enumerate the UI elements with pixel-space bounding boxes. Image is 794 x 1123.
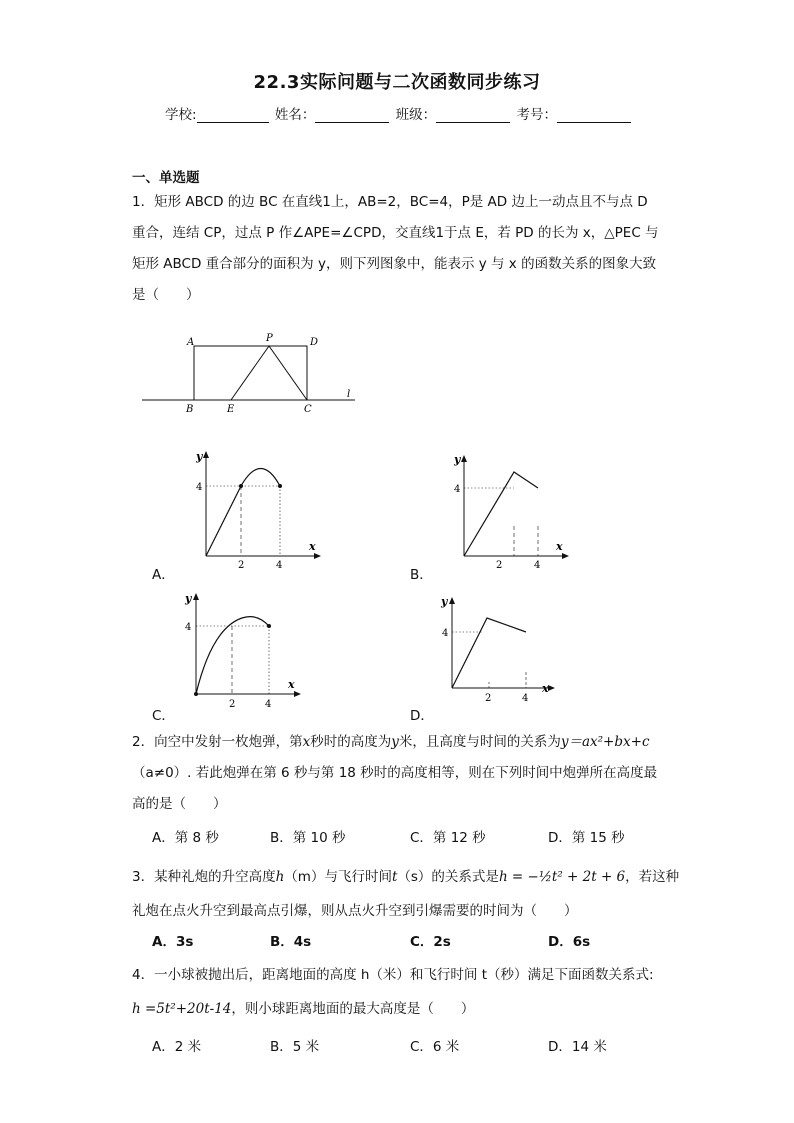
point: [267, 624, 271, 628]
y-tick-4: 4: [196, 482, 203, 493]
q3-line-2: 礼炮在点火升空到最高点引爆，则从点火升空到引爆需要的时间为（ ）: [132, 903, 578, 919]
x-tick-4: 4: [265, 699, 272, 710]
q3-option-b[interactable]: B．4s: [270, 934, 312, 950]
q4-option-b[interactable]: B．5 米: [270, 1039, 320, 1055]
school-blank[interactable]: [197, 108, 269, 123]
q1-line: 重合，连结 CP，过点 P 作∠APE=∠CPD，交直线1于点 E，若 PD 的长为 x，△PEC 与: [132, 225, 659, 241]
page-title: 22.3实际问题与二次函数同步练习: [253, 72, 541, 93]
student-info-line: [165, 103, 633, 123]
q2-formula: y＝ax²+bx+c: [560, 734, 650, 750]
id-label: 考号：: [516, 107, 557, 123]
option-d-label[interactable]: D．: [410, 708, 434, 724]
y-tick-4: 4: [185, 622, 192, 633]
option-c-label[interactable]: C．: [152, 708, 175, 724]
q3-text: （m）与飞行时间: [284, 869, 392, 885]
x-tick-2: 2: [496, 560, 503, 571]
id-blank[interactable]: [557, 108, 631, 123]
q2-option-c[interactable]: C．第 12 秒: [410, 830, 486, 846]
q4-option-d[interactable]: D．14 米: [548, 1039, 607, 1055]
point: [239, 484, 243, 488]
q1-line: 矩形 ABCD 重合部分的面积为 y，则下列图象中，能表示 y 与 x 的函数关系的图象大致: [132, 256, 657, 272]
q2-var-y: y: [391, 734, 399, 750]
question-4: [132, 958, 662, 1026]
q3-text: 3．某种礼炮的升空高度: [132, 869, 276, 885]
label-e: E: [227, 404, 235, 415]
y-arrow: [461, 455, 467, 462]
graph-b[interactable]: [434, 446, 574, 576]
x-label: x: [288, 678, 295, 691]
option-a-label[interactable]: A．: [152, 567, 175, 583]
y-label: y: [185, 592, 192, 605]
graph-c[interactable]: [172, 588, 312, 718]
rectangle-figure: [140, 330, 365, 415]
curve: [464, 472, 538, 556]
x-arrow: [548, 685, 555, 691]
name-label: 姓名：: [274, 107, 316, 123]
label-l: l: [347, 389, 351, 400]
y-arrow: [193, 593, 199, 600]
q4-option-c[interactable]: C．6 米: [410, 1039, 460, 1055]
question-3: [132, 860, 680, 928]
x-arrow: [314, 553, 321, 559]
x-tick-2: 2: [229, 699, 236, 710]
graph-d[interactable]: [428, 588, 568, 718]
q2-text: 秒时的高度为: [310, 734, 392, 750]
x-label: x: [309, 540, 316, 553]
x-tick-4: 4: [534, 560, 541, 571]
q3-option-c[interactable]: C．2s: [410, 934, 451, 950]
label-b: B: [186, 404, 194, 415]
label-d: D: [310, 337, 319, 348]
y-tick-4: 4: [442, 628, 449, 639]
y-label: y: [441, 595, 448, 608]
section-title: 一、单选题: [132, 170, 200, 186]
q4-line-2: [132, 992, 662, 1026]
x-arrow: [562, 553, 569, 559]
x-tick-4: 4: [276, 560, 283, 571]
graph-a[interactable]: [176, 446, 321, 576]
curve: [196, 617, 269, 694]
q3-option-d[interactable]: D．6s: [548, 934, 591, 950]
x-tick-4: 4: [522, 693, 529, 704]
school-label: 学校:: [165, 107, 197, 123]
class-label: 班级：: [395, 107, 437, 123]
class-blank[interactable]: [436, 108, 510, 123]
q3-var-t: t: [391, 869, 398, 885]
q2-text: 2．向空中发射一枚炮弹，第: [132, 734, 303, 750]
y-tick-4: 4: [454, 484, 461, 495]
label-a: A: [187, 337, 195, 348]
point: [194, 692, 198, 696]
q3-text: ，若这种: [625, 869, 680, 885]
triangle-pec: [231, 346, 307, 400]
label-p: P: [266, 333, 273, 344]
y-arrow: [203, 451, 209, 458]
q3-text: （s）的关系式是: [397, 869, 499, 885]
q2-text: 米，且高度与时间的关系为: [398, 734, 561, 750]
q3-var-h: h: [275, 869, 285, 885]
x-arrow: [294, 691, 301, 697]
q2-option-d[interactable]: D．第 15 秒: [548, 830, 625, 846]
x-tick-2: 2: [238, 560, 245, 571]
q3-line-1: [132, 860, 680, 894]
q4-option-a[interactable]: A．2 米: [152, 1039, 202, 1055]
q3-formula: h = −½t² + 2t + 6: [498, 869, 626, 885]
q2-line-3: 高的是（ ）: [132, 796, 227, 812]
y-arrow: [449, 597, 455, 604]
q1-line: 是（ ）: [132, 287, 200, 303]
q1-line: 1．矩形 ABCD 的边 BC 在直线1上，AB=2，BC=4，P是 AD 边上一动点且不与点 D: [132, 194, 648, 210]
point: [278, 484, 282, 488]
q2-line-1: [132, 727, 662, 758]
x-tick-2: 2: [485, 693, 492, 704]
x-label: x: [556, 540, 563, 553]
q2-line-2: （a≠0）. 若此炮弹在第 6 秒与第 18 秒时的高度相等，则在下列时间中炮弹所在高度最: [132, 765, 658, 781]
q3-option-a[interactable]: A．3s: [152, 934, 194, 950]
label-c: C: [304, 404, 312, 415]
x-label: x: [542, 682, 549, 695]
name-blank[interactable]: [315, 108, 389, 123]
curve: [452, 618, 526, 688]
question-2: [132, 727, 662, 820]
question-1: [132, 187, 662, 311]
y-label: y: [196, 450, 203, 463]
option-b-label[interactable]: B．: [410, 567, 433, 583]
y-label: y: [454, 453, 461, 466]
q4-text: ，则小球距离地面的最大高度是（ ）: [231, 1001, 475, 1017]
q2-option-a[interactable]: A．第 8 秒: [152, 830, 219, 846]
q4-line-1: 4．一小球被抛出后，距离地面的高度 h（米）和飞行时间 t（秒）满足下面函数关系式:: [132, 967, 654, 983]
q4-formula: h =5t²+20t-14: [132, 1001, 232, 1017]
q2-var-x: x: [302, 734, 311, 750]
curve: [206, 469, 280, 557]
q2-option-b[interactable]: B．第 10 秒: [270, 830, 346, 846]
